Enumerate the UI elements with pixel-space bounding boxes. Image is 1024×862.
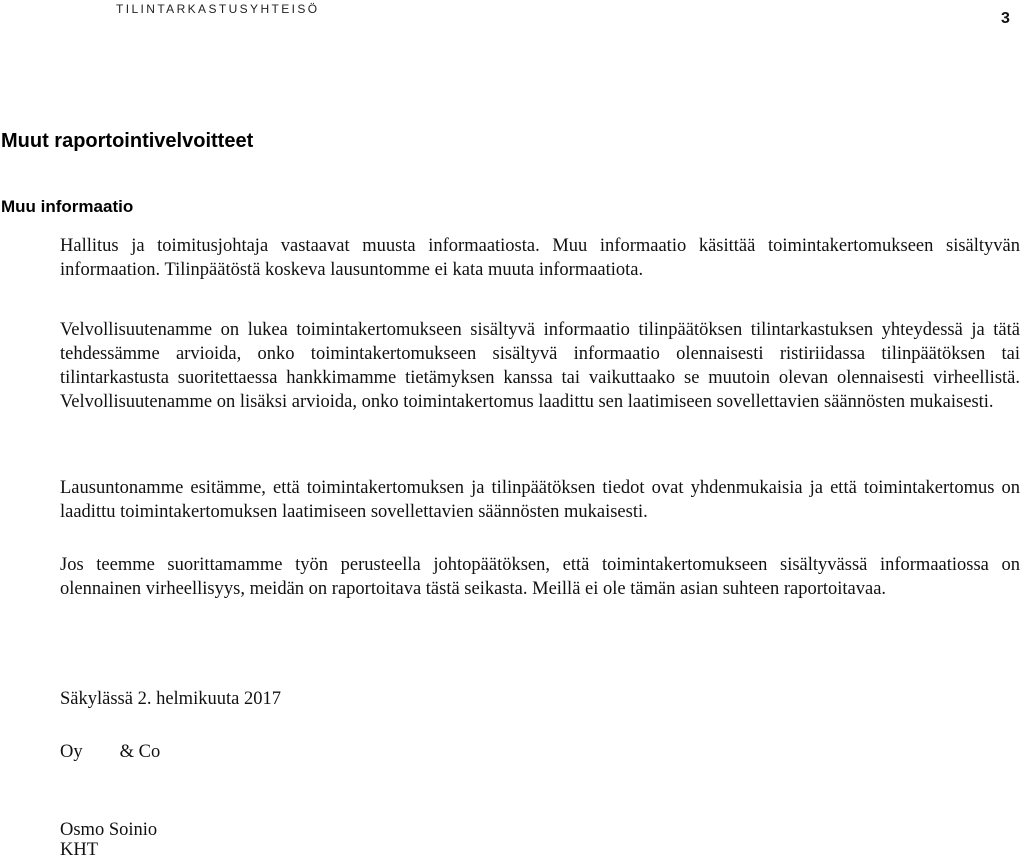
- subsection-heading: Muu informaatio: [1, 197, 134, 216]
- page-number: 3: [1001, 10, 1010, 27]
- signer-name: Osmo Soinio: [60, 820, 158, 840]
- paragraph-responsibility: Hallitus ja toimitusjohtaja vastaavat muusta informaatiosta. Muu informaatio käsittää toimintakertomukseen sisältyvän informaation. Tilinpäätöstä koskeva lausuntomme ei kata muuta informaatiota.: [60, 236, 1020, 280]
- section-heading: Muut raportointivelvoitteet: [1, 130, 254, 152]
- paragraph-statement: Lausuntonamme esitämme, että toimintakertomuksen ja tilinpäätöksen tiedot ovat yhdenmukaisia ja että toimintakertomus on laadittu toimintakertomuksen laatimiseen sovellettavien säännösten mukaisesti.: [60, 478, 1020, 522]
- signer-title: KHT: [60, 840, 99, 860]
- running-header: TILINTARKASTUSYHTEISÖ: [116, 2, 320, 16]
- audit-firm: Oy & Co: [60, 742, 161, 762]
- paragraph-obligation: Velvollisuutenamme on lukea toimintakertomukseen sisältyvä informaatio tilinpäätöksen tilintarkastuksen yhteydessä ja tätä tehdessämme arvioida, onko toimintakertomukseen sisältyvä informaatio olennaisesti ristiriidassa tilinpäätöksen tai tilintarkastusta suoritettaessa hankkimamme tietämyksen kanssa tai vaikuttaako se muutoin olevan olennaisesti virheellistä. Velvollisuutenamme on lisäksi arvioida, onko toimintakertomus laadittu sen laatimiseen sovellettavien säännösten mukaisesti.: [60, 320, 1020, 412]
- place-date: Säkylässä 2. helmikuuta 2017: [60, 689, 281, 709]
- paragraph-reporting: Jos teemme suorittamamme työn perusteella johtopäätöksen, että toimintakertomukseen sisältyvässä informaatiossa on olennainen virheellisyys, meidän on raportoitava tästä seikasta. Meillä ei ole tämän asian suhteen raportoitavaa.: [60, 555, 1020, 599]
